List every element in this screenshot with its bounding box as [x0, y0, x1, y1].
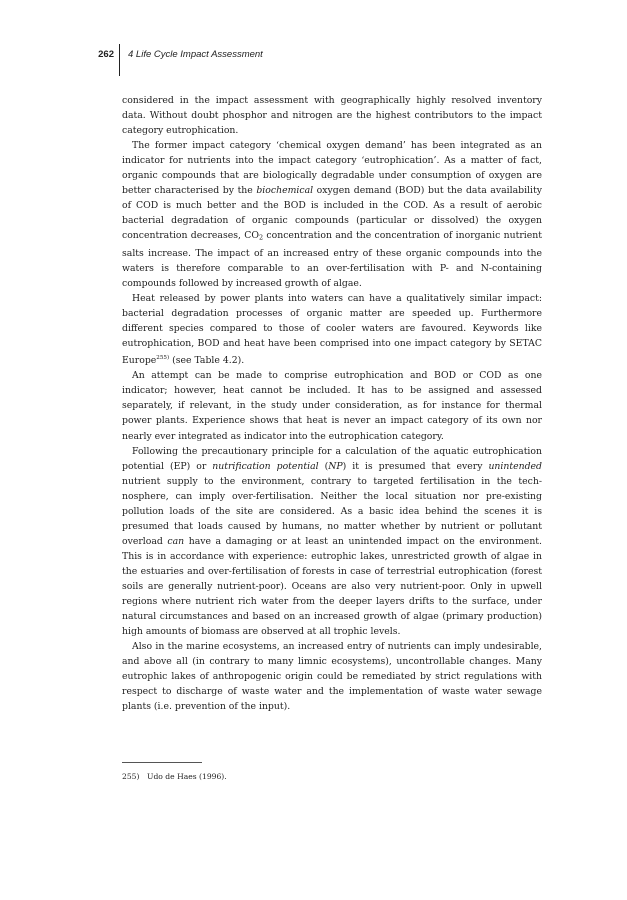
page-number: 262	[98, 49, 114, 60]
emphasis: biochemical	[256, 185, 314, 197]
emphasis: unintended	[488, 460, 543, 472]
paragraph-1: considered in the impact assessment with geographically highly resolved inventory data. Without doubt phosphor and nitrogen are the highest contributors to the impact category eutrophication.	[122, 95, 542, 137]
chapter-title: 4 Life Cycle Impact Assessment	[128, 49, 263, 60]
paragraph-5: Following the precautionary principle for a calculation of the aquatic eutrophication potential (EP) or nutrification potential (NP) it is presumed that every unintended nutrient supply to the environment, contrary to targeted fertilisation in the technosphere, can imply over-fertilisation. Neither the local situation nor pre-existing pollution loads of the site are considered. As a basic idea behind the scenes it is presumed that loads caused by humans, no matter whether by nutrient or pollutant overload can have a damaging or at least an unintended impact on the environment. This is in accordance with experience: eutrophic lakes, unrestricted growth of algae in the estuaries and over-fertilisation of forests in case of terrestrial eutrophication (forest soils are generally nutrient-poor). Oceans are also very nutrient-poor. Only in upwell regions where nutrient rich water from the deeper layers drifts to the surface, under natural circumstances and based on an increased growth of algae (primary production) high amounts of biomass are observed at all trophic levels.	[122, 445, 543, 638]
emphasis: can	[167, 535, 185, 547]
footnote-reference[interactable]: 255)	[156, 355, 170, 362]
emphasis: NP	[328, 460, 343, 472]
header-divider	[119, 44, 120, 76]
footnote: 255) Udo de Haes (1996).	[122, 772, 227, 781]
emphasis: nutrification potential	[212, 460, 319, 472]
body-text	[122, 93, 542, 714]
paragraph-2: The former impact category ‘chemical oxygen demand’ has been integrated as an indicator for nutrients into the impact category ‘eutrophication’. As a matter of fact, organic compounds that are biologically degradable under consumption of oxygen are better characterised by the biochemical oxygen demand (BOD) but the data availability of COD is much better and the BOD is included in the COD. As a result of aerobic bacterial degradation of organic compounds (particular or dissolved) the oxygen concentration decreases, $CO_2$ concentration and the concentration of inorganic nutrient salts increase. The impact of an increased entry of these organic compounds into the waters is therefore comparable to an over-fertilisation with P- and N-containing compounds followed by increased growth of algae.	[122, 140, 542, 290]
paragraph-4: An attempt can be made to comprise eutrophication and BOD or COD as one indicator; however, heat cannot be included. It has to be assigned and assessed separately, if relevant, in the study under consideration, as for instance for thermal power plants. Experience shows that heat is never an impact category of its own nor nearly ever integrated as indicator into the eutrophication category.	[122, 370, 542, 442]
paragraph-3: Heat released by power plants into waters can have a qualitatively similar impact: bacterial degradation processes of organic matter are speeded up. Furthermore different species compared to those of cooler waters are favoured. Keywords like eutrophication, BOD and heat have been comprised into one impact category by SETAC Europe$^{255)}$ (see Table 4.2).	[122, 293, 542, 367]
paragraph-6: Also in the marine ecosystems, an increased entry of nutrients can imply undesirable, and above all (in contrary to many limnic ecosystems), uncontrollable changes. Many eutrophic lakes of anthropogenic origin could be remediated by strict regulations with respect to discharge of waste water and the implementation of waste water sewage plants (i.e. prevention of the input).	[122, 641, 542, 713]
footnote-divider	[122, 762, 202, 763]
subscript: 2	[258, 233, 264, 242]
running-head	[72, 40, 372, 78]
